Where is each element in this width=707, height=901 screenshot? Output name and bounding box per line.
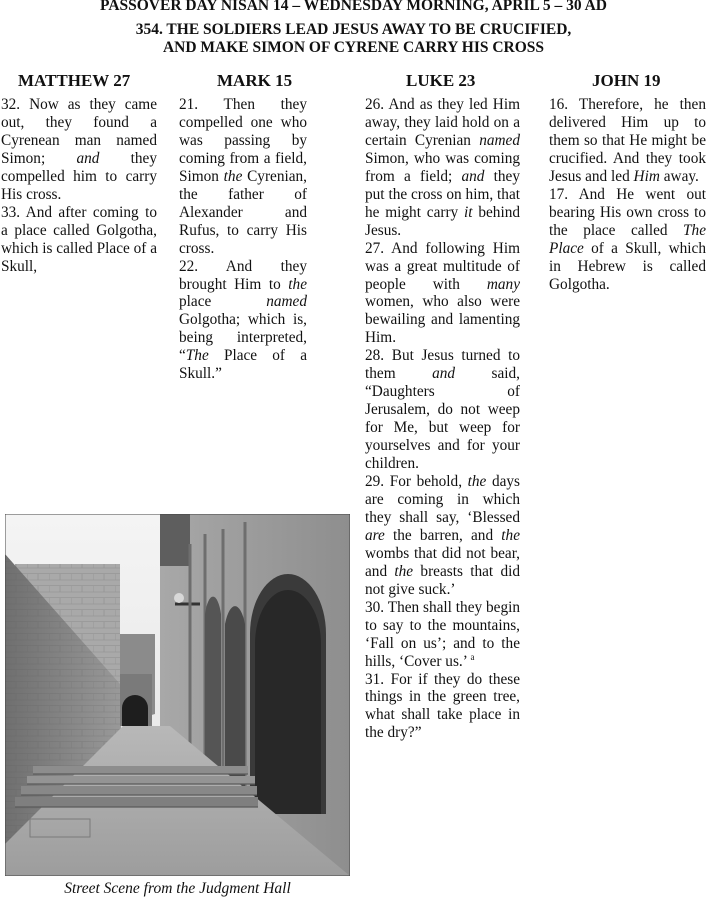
verse-text: Simon, who was coming from a field; — [365, 149, 520, 185]
verse-text: days are coming in which they shall say, ‘Blessed — [365, 473, 520, 526]
section-title-line-2: AND MAKE SIMON OF CYRENE CARRY HIS CROSS — [162, 39, 545, 56]
verse-text: Cyrenian, the father of Alexander and Rufus, to carry His cross. — [179, 167, 307, 257]
verse-text: 31. For if they do these things in the green tree, what shall take place in the dry?” — [365, 670, 520, 742]
verse-text: 17. And He went out bearing His own cross to the place called — [549, 185, 706, 239]
verse-text: it — [464, 203, 473, 221]
verse-text: are — [365, 526, 385, 544]
verse — [549, 96, 706, 186]
verse — [365, 347, 520, 473]
verse-text: the — [223, 167, 243, 185]
column-mark — [179, 96, 307, 383]
verse — [365, 96, 520, 240]
verse-text: the — [467, 473, 487, 491]
verse-text: the — [501, 526, 520, 544]
verse-text: behind Jesus. — [365, 203, 520, 239]
verse-text: the — [394, 562, 414, 580]
photo-caption: Street Scene from the Judgment Hall — [64, 880, 291, 897]
column-matthew — [1, 96, 157, 276]
verse-text: 16. Therefore, he then delivered Him up to them so that He might be crucified. And they took Jesus and led — [549, 96, 706, 185]
street-scene-photo — [5, 514, 350, 876]
verse — [179, 96, 307, 258]
verse-text: they put the cross on him, that he might carry — [365, 167, 520, 221]
column-luke — [365, 96, 520, 742]
verse-text: 28. But Jesus turned to them — [365, 347, 520, 383]
verse-text: said, “Daughters of Jerusalem, do not weep for Me, but weep for yourselves and for your children. — [365, 365, 520, 473]
verse-text: 30. Then shall they begin to say to the mountains, ‘Fall on us’; and to the hills, ‘Cover us.’ — [365, 598, 520, 670]
verse-text: place — [179, 293, 267, 311]
verse-text: Place of a Skull.” — [179, 347, 307, 383]
column-heading-matthew: MATTHEW 27 — [18, 71, 131, 90]
verse-text: Golgotha; which is, being interpreted, “ — [179, 311, 307, 365]
verse — [549, 186, 706, 294]
verse — [179, 258, 307, 384]
verse-text: named — [266, 293, 307, 311]
verse-text: of a Skull, which in Hebrew is called Golgotha. — [549, 239, 706, 293]
verse-text: 32. Now as they came out, they found a Cyrenean man named Simon; — [1, 96, 157, 167]
column-heading-mark: MARK 15 — [217, 71, 293, 90]
verse-text: breasts that did not give suck.’ — [365, 562, 520, 598]
page-header-date: PASSOVER DAY NISAN 14 – WEDNESDAY MORNING, APRIL 5 – 30 AD — [100, 0, 607, 14]
verse-text: and — [432, 365, 456, 383]
verse-text: named — [479, 131, 520, 149]
verse — [365, 240, 520, 348]
column-heading-john: JOHN 19 — [592, 71, 661, 90]
verse-text: The Place — [549, 221, 706, 257]
verse-text: and — [76, 149, 100, 167]
verse-text: 26. And as they led Him away, they laid hold on a certain Cyrenian — [365, 96, 520, 149]
verse-text: 33. And after coming to a place called Golgotha, which is called Place of a Skull, — [1, 203, 157, 275]
verse-text: wombs that did not bear, and — [365, 544, 520, 580]
column-john — [549, 96, 706, 293]
verse — [1, 204, 157, 276]
verse-text: the barren, and — [384, 526, 502, 544]
verse-text: 27. And following Him was a great multitude of people with — [365, 239, 520, 293]
verse-text: and — [461, 167, 485, 185]
verse-text: 29. For behold, — [365, 473, 468, 491]
verse-text: away. — [659, 167, 699, 185]
footnote-marker: a — [470, 651, 475, 662]
verse — [365, 599, 520, 671]
verse — [1, 96, 157, 204]
verse-text: they compelled him to carry His cross. — [1, 149, 157, 203]
verse — [365, 473, 520, 599]
verse-text: many — [486, 275, 520, 293]
verse-text: the — [288, 275, 307, 293]
verse — [365, 671, 520, 743]
section-title-line-1: 354. THE SOLDIERS LEAD JESUS AWAY TO BE CRUCIFIED, — [135, 21, 572, 38]
verse-text: women, who also were bewailing and lamenting Him. — [365, 293, 520, 347]
verse-text: 22. And they brought Him to — [179, 257, 307, 293]
verse-text: 21. Then they compelled one who was passing by coming from a field, Simon — [179, 96, 307, 185]
column-heading-luke: LUKE 23 — [406, 71, 476, 90]
verse-text: The — [185, 347, 209, 365]
verse-text: Him — [633, 167, 660, 185]
